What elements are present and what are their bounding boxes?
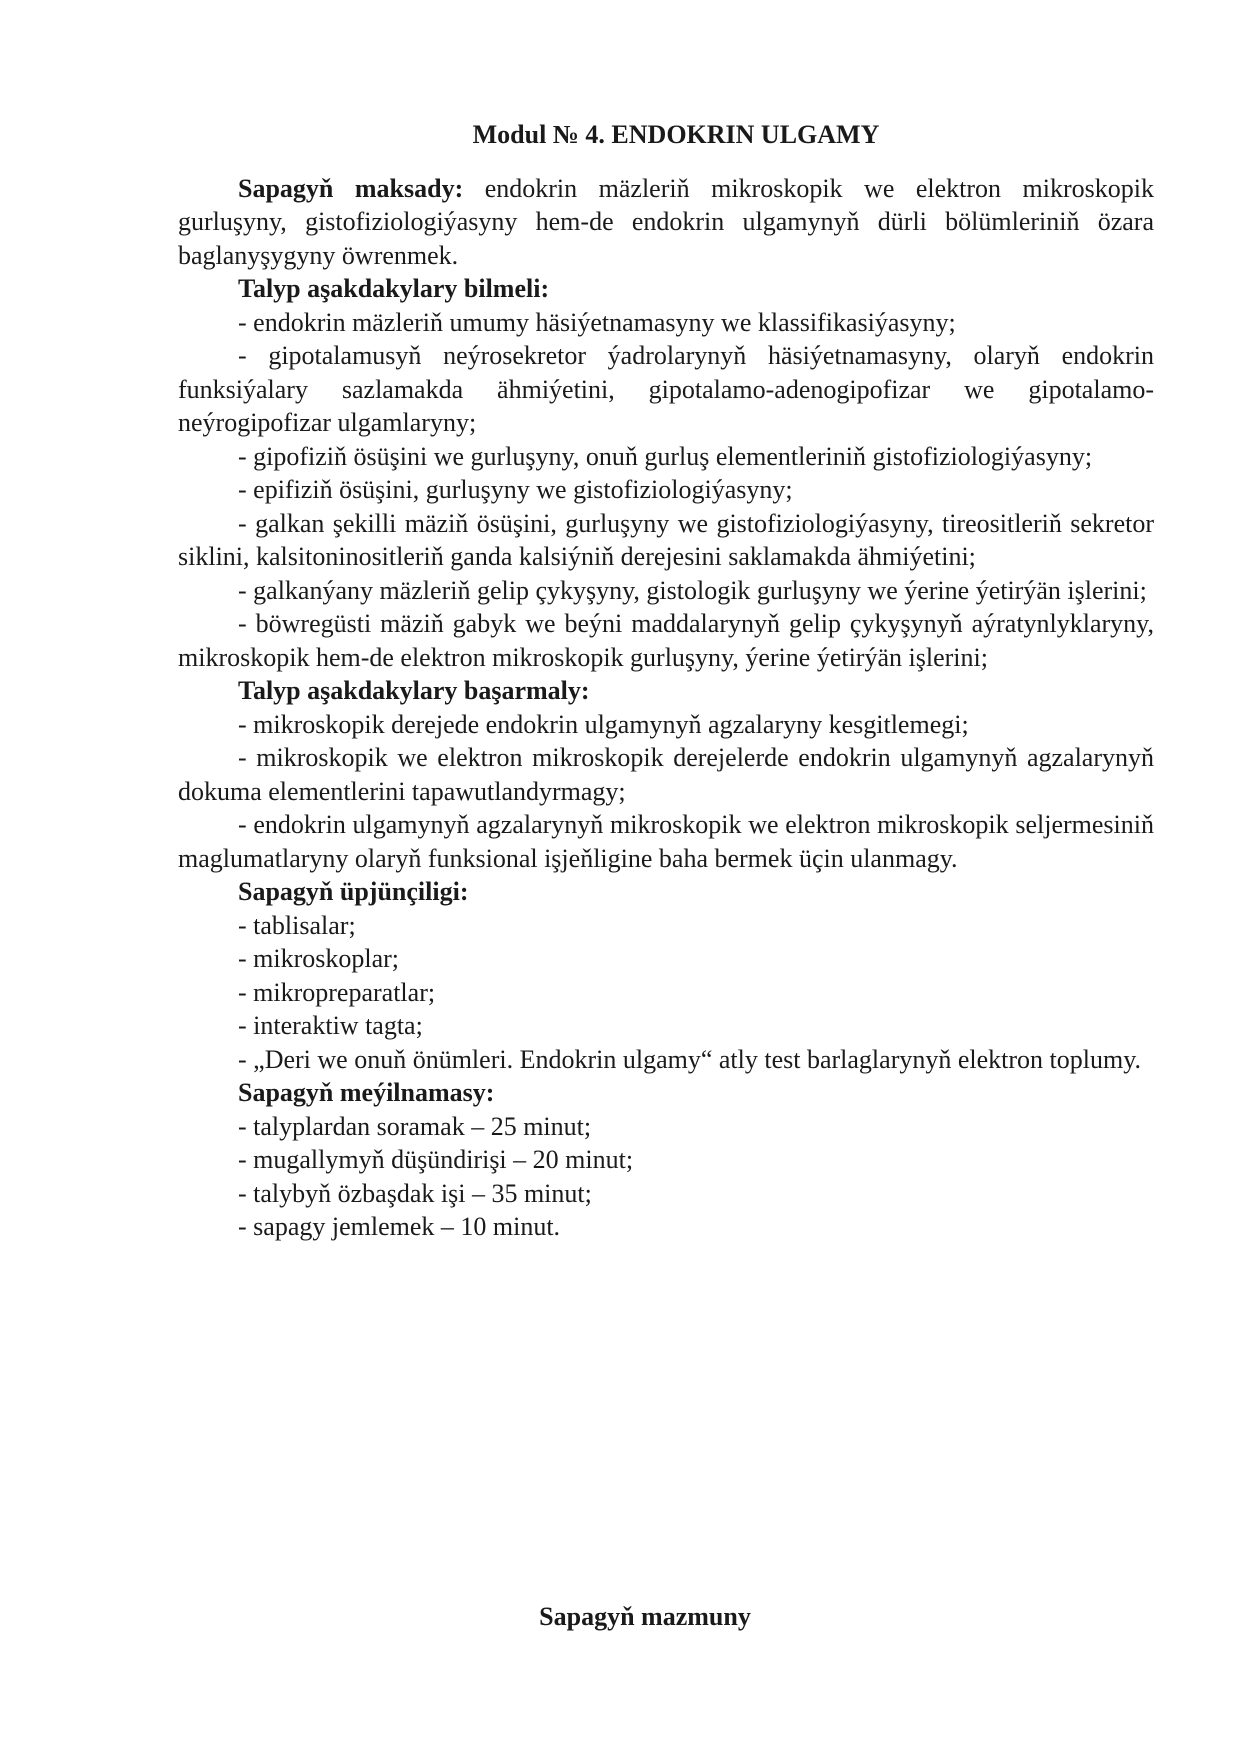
list-item: - endokrin mäzleriň umumy häsiýetnamasyny we klassifikasiýasyny; [238, 307, 956, 337]
list-item: - interaktiw tagta; [238, 1011, 423, 1040]
aim-label: Sapagyň maksady: [238, 173, 464, 203]
list-item: - böwregüsti mäziň gabyk we beýni maddalarynyň gelip çykyşynyň aýratynlyklaryny, mikroskopik hem-de elektron mikroskopik gurluşyny, ýerine ýetirýän işlerini; [178, 609, 1154, 672]
list-item: - gipofiziň ösüşini we gurluşyny, onuň gurluş elementleriniň gistofiziologiýasyny; [238, 441, 1093, 471]
list-item: - „Deri we onuň önümleri. Endokrin ulgamy“ atly test barlaglarynyň elektron toplumy. [238, 1044, 1142, 1074]
list-item: - galkanýany mäzleriň gelip çykyşyny, gistologik gurluşyny we ýerine ýetirýän işlerini; [238, 575, 1147, 605]
list-item: - talyplardan soramak – 25 minut; [238, 1111, 592, 1141]
list-item: - tablisalar; [238, 910, 356, 940]
know-heading: Talyp aşakdakylary bilmeli: [238, 274, 550, 303]
list-item: - mikroskoplar; [238, 944, 400, 973]
list-item: - mugallymyň düşündirişi – 20 minut; [238, 1145, 634, 1174]
list-item: - mikropreparatlar; [238, 977, 436, 1007]
equipment-heading: Sapagyň üpjünçiligi: [238, 877, 469, 906]
page-title: Modul № 4. ENDOKRIN ULGAMY [472, 120, 880, 149]
list-item: - galkan şekilli mäziň ösüşini, gurluşyny we gistofiziologiýasyny, tireositleriň sekretor siklini, kalsitoninositleriň ganda kalsiýniň derejesini saklamakda ähmiýetini; [178, 508, 1154, 571]
document-page [178, 118, 1154, 1244]
list-item: - mikroskopik we elektron mikroskopik derejelerde endokrin ulgamynyň agzalarynyň dokuma elementlerini tapawutlandyrmagy; [178, 743, 1154, 806]
list-item: - epifiziň ösüşini, gurluşyny we gistofiziologiýasyny; [238, 475, 793, 504]
list-item: - sapagy jemlemek – 10 minut. [238, 1212, 561, 1241]
list-item: - gipotalamusyň neýrosekretor ýadrolarynyň häsiýetnamasyny, olaryň endokrin funksiýalary sazlamakda ähmiýetini, gipotalamo-adenogipofizar we gipotalamo-neýrogipofizar ulgamlaryny; [178, 341, 1154, 437]
aim-text: endokrin mäzleriň mikroskopik we elektron mikroskopik gurluşyny, gistofiziologiýasyny hem-de endokrin ulgamynyň dürli bölümleriniň özara baglanyşygyny öwrenmek. [178, 173, 1154, 270]
aim-paragraph [178, 172, 1154, 273]
skills-heading: Talyp aşakdakylary başarmaly: [238, 676, 590, 705]
plan-heading: Sapagyň meýilnamasy: [238, 1078, 495, 1107]
list-item: - endokrin ulgamynyň agzalarynyň mikroskopik we elektron mikroskopik seljermesiniň maglumatlaryny olaryň funksional işjeňligine baha bermek üçin ulanmagy. [178, 810, 1154, 873]
list-item: - talybyň özbaşdak işi – 35 minut; [238, 1178, 592, 1208]
list-item: - mikroskopik derejede endokrin ulgamynyň agzalaryny kesgitlemegi; [238, 709, 969, 739]
content-heading: Sapagyň mazmuny [539, 1602, 751, 1631]
